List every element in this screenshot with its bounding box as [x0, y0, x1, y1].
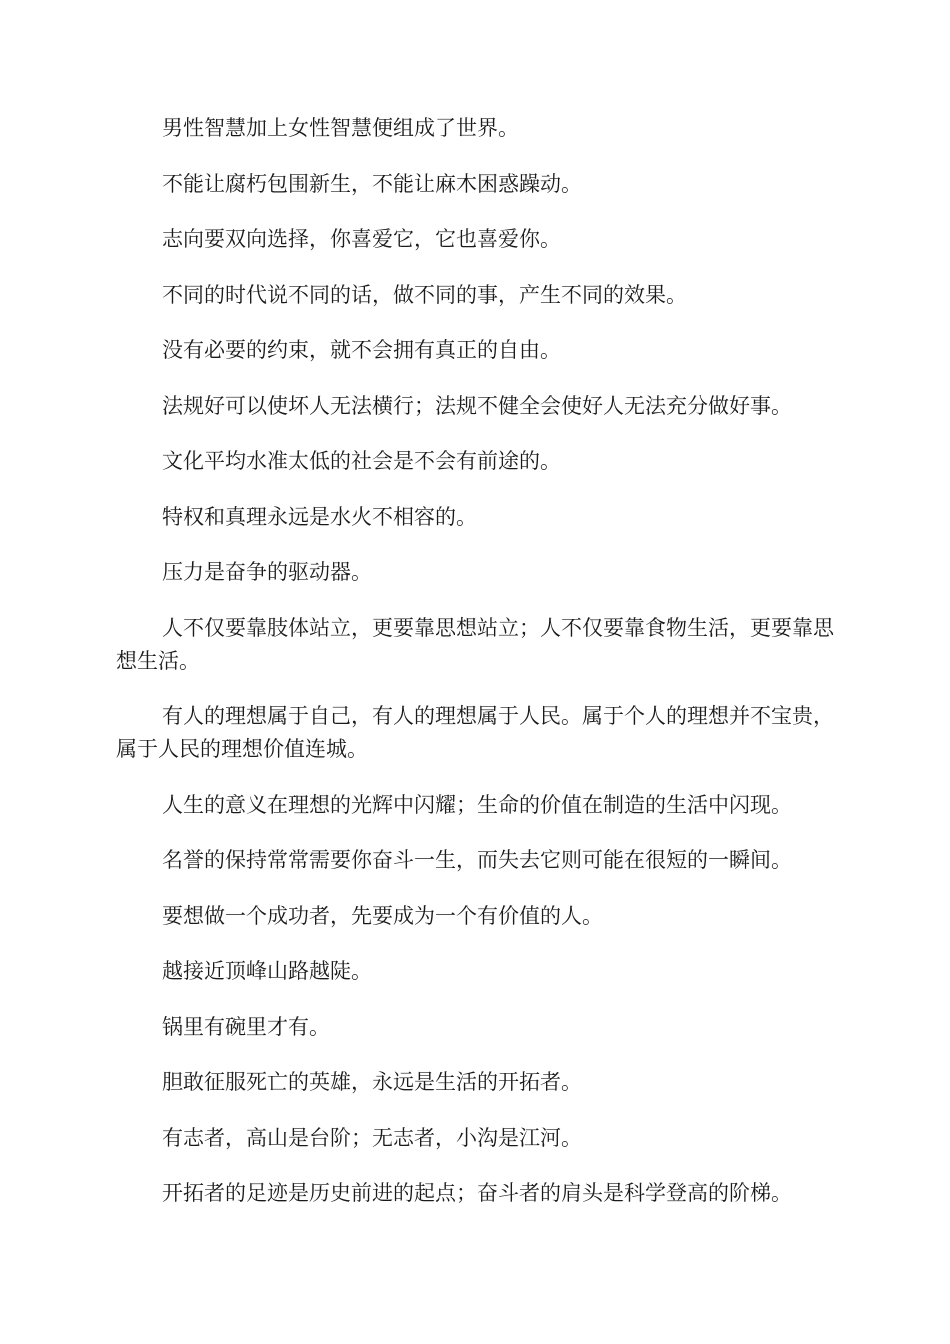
paragraph-2: 不能让腐朽包围新生，不能让麻木困惑躁动。: [162, 171, 582, 196]
paragraph-9: 压力是奋争的驱动器。: [162, 560, 372, 584]
paragraph-3: 志向要双向选择，你喜爱它，它也喜爱你。: [162, 227, 561, 251]
paragraph-18: 有志者，高山是台阶；无志者，小沟是江河。: [162, 1125, 582, 1150]
paragraph-16: 锅里有碗里才有。: [162, 1014, 330, 1039]
paragraph-10: 人不仅要靠肢体站立，更要靠思想站立；人不仅要靠食物生活，更要靠思想生活。: [116, 615, 834, 673]
paragraph-8: 特权和真理永远是水火不相容的。: [162, 504, 477, 529]
paragraph-12: 人生的意义在理想的光辉中闪耀；生命的价值在制造的生活中闪现。: [162, 792, 792, 817]
paragraph-17: 胆敢征服死亡的英雄，永远是生活的开拓者。: [162, 1070, 582, 1094]
paragraph-14: 要想做一个成功者，先要成为一个有价值的人。: [162, 903, 603, 928]
paragraph-4: 不同的时代说不同的话，做不同的事，产生不同的效果。: [162, 282, 687, 307]
paragraph-15: 越接近顶峰山路越陡。: [162, 959, 372, 983]
paragraph-6: 法规好可以使坏人无法横行；法规不健全会使好人无法充分做好事。: [162, 393, 792, 418]
paragraph-13: 名誉的保持常常需要你奋斗一生，而失去它则可能在很短的一瞬间。: [162, 848, 792, 872]
paragraph-19: 开拓者的足迹是历史前进的起点；奋斗者的肩头是科学登高的阶梯。: [162, 1181, 792, 1205]
paragraph-11: 有人的理想属于自己，有人的理想属于人民。属于个人的理想并不宝贵，属于人民的理想价值连城。: [116, 704, 834, 761]
document-body: [116, 112, 834, 1233]
paragraph-5: 没有必要的约束，就不会拥有真正的自由。: [162, 338, 561, 362]
paragraph-7: 文化平均水准太低的社会是不会有前途的。: [162, 449, 561, 473]
paragraph-1: 男性智慧加上女性智慧便组成了世界。: [162, 116, 519, 140]
